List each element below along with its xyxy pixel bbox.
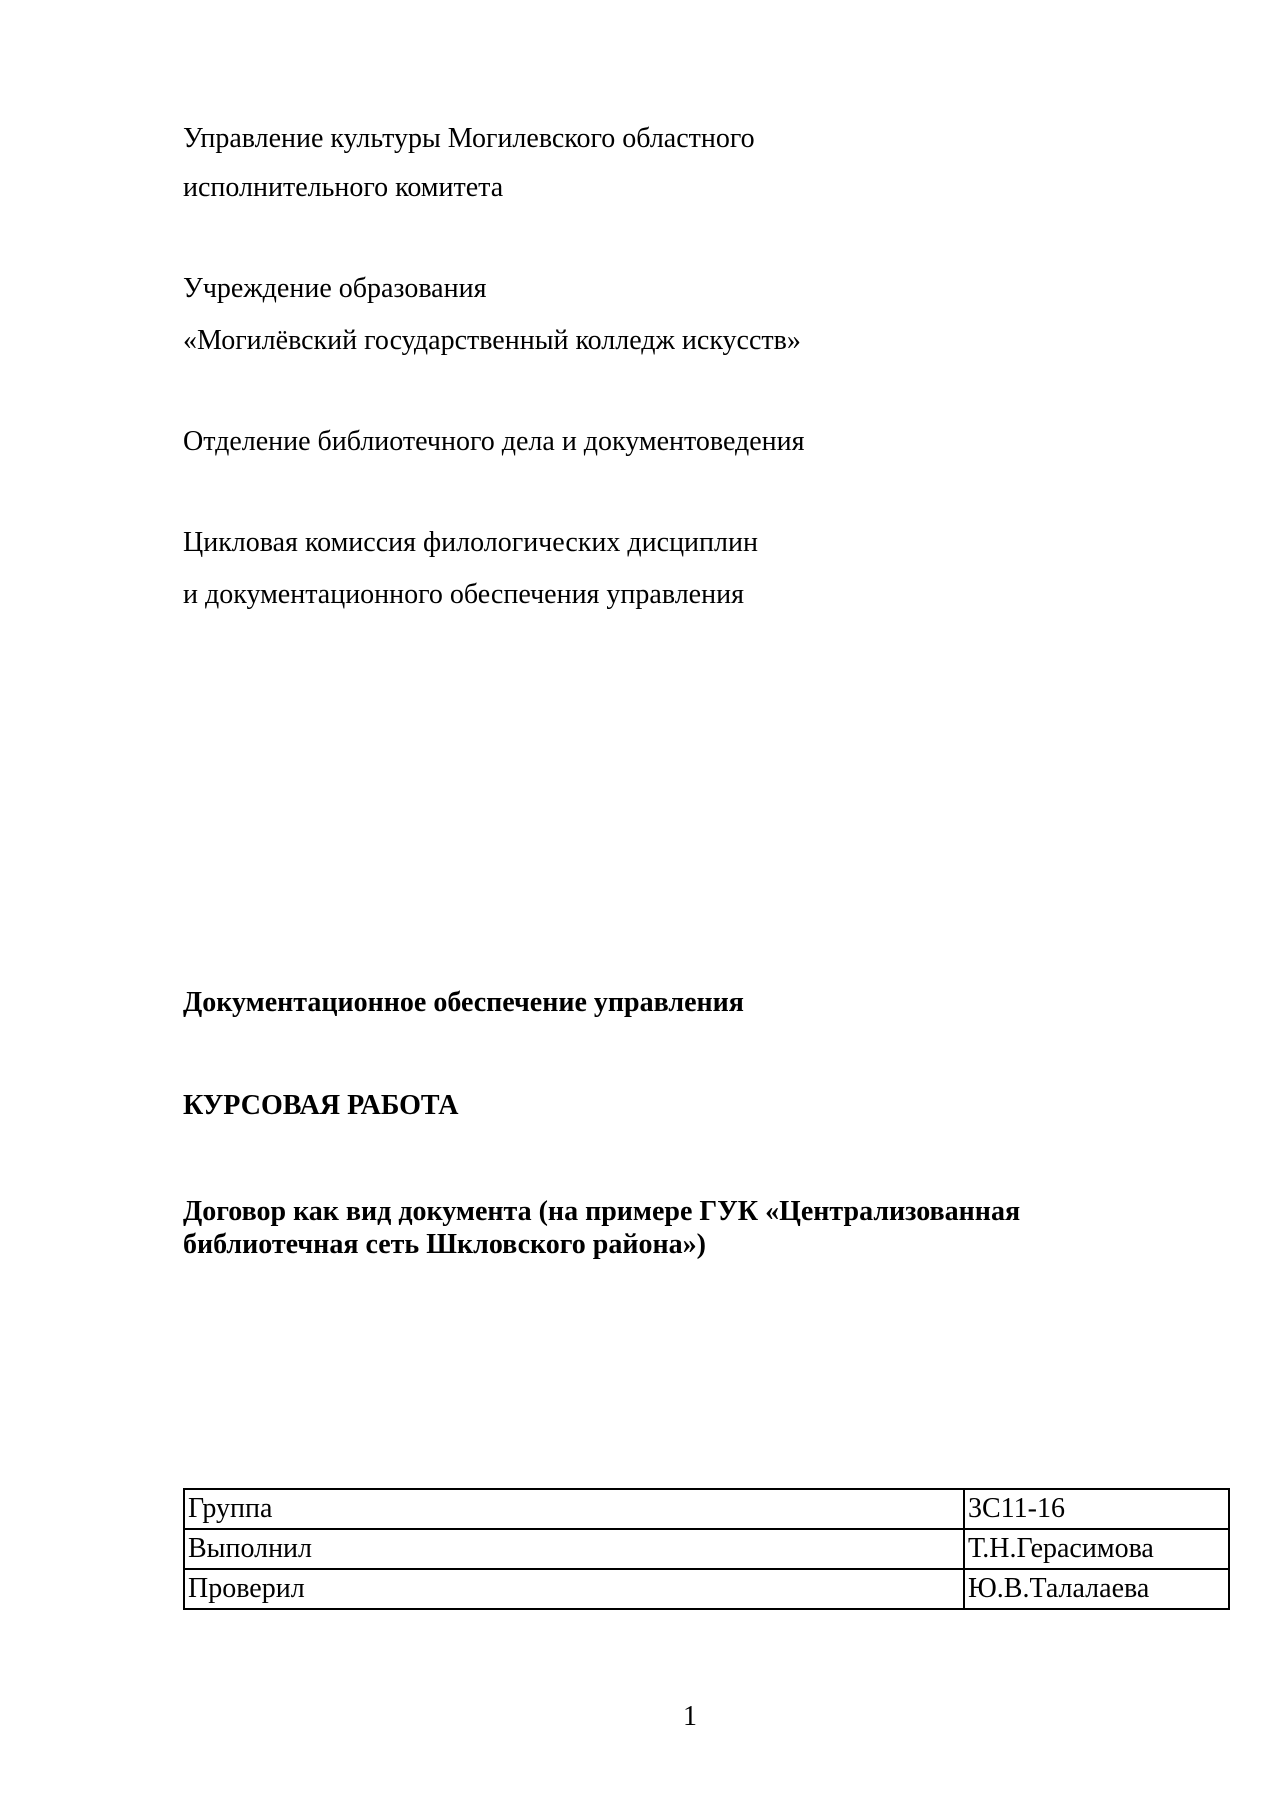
work-title: Договор как вид документа (на примере ГУК «Централизованная библиотечная сеть Шкловского района») <box>183 1196 1021 1260</box>
row-label: Выполнил <box>184 1529 964 1569</box>
page-number: 1 <box>683 1701 697 1732</box>
table-row <box>184 1529 1229 1569</box>
authority-line-1: Управление культуры Могилевского областного <box>183 123 755 154</box>
info-table <box>183 1488 1230 1610</box>
commission-line-2: и документационного обеспечения управления <box>183 579 744 610</box>
row-label: Группа <box>184 1489 964 1529</box>
row-value: Ю.В.Талалаева <box>964 1569 1229 1609</box>
commission-line-1: Цикловая комиссия филологических дисциплин <box>183 527 758 558</box>
department-line: Отделение библиотечного дела и документоведения <box>183 426 805 457</box>
authority-line-2: исполнительного комитета <box>183 172 504 203</box>
row-value: 3С11-16 <box>964 1489 1229 1529</box>
institution-line-2: «Могилёвский государственный колледж искусств» <box>183 325 801 356</box>
institution-line-1: Учреждение образования <box>183 273 487 304</box>
row-value: Т.Н.Герасимова <box>964 1529 1229 1569</box>
table-row <box>184 1489 1229 1529</box>
row-label: Проверил <box>184 1569 964 1609</box>
table-row <box>184 1569 1229 1609</box>
discipline-heading: Документационное обеспечение управления <box>183 987 744 1018</box>
work-type-heading: КУРСОВАЯ РАБОТА <box>183 1090 459 1121</box>
